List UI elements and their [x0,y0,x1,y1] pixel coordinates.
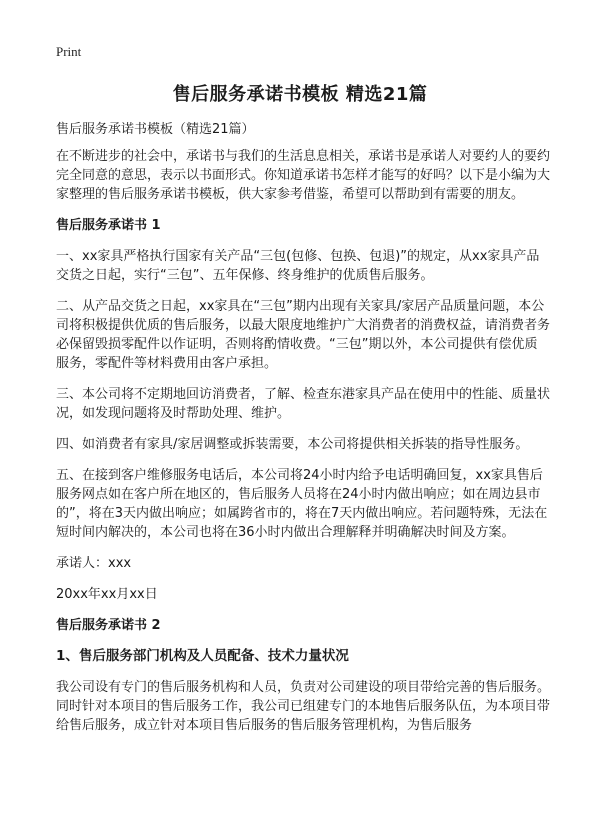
list-item: 四、如消费者有家具/家居调整或拆装需要，本公司将提供相关拆装的指导性服务。 [56,437,529,452]
document-body [56,120,550,747]
list-item: 五、在接到客户维修服务电话后，本公司将24小时内给予电话明确回复，xx家具售后服务网点如在客户所在地区的，售后服务人员将在24小时内做出响应；如在周边县市的”，将在3天内做出响应；如属跨省市的，将在7天内做出响应。若问题特殊，无法在短时间内解决的，本公司也将在36小时内做出合理解释并明确解决时间及方案。 [56,468,548,540]
list-item: 三、本公司将不定期地回访消费者，了解、检查东港家具产品在使用中的性能、质量状况，如发现问题将及时帮助处理、维护。 [56,387,551,421]
document-subtitle: 售后服务承诺书模板（精选21篇） [56,122,255,137]
subsection-heading: 1、售后服务部门机构及人员配备、技术力量状况 [56,648,349,664]
section-heading: 售后服务承诺书 1 [56,218,161,233]
signature-date: 20xx年xx月xx日 [56,587,158,602]
section-heading: 售后服务承诺书 2 [56,618,161,633]
list-item: 二、从产品交货之日起，xx家具在“三包”期内出现有关家具/家居产品质量问题，本公司将积极提供优质的售后服务，以最大限度地维护广大消费者的消费权益，请消费者务必保留毁损零配件以作证明，否则将酌情收费。“三包”期以外，本公司提供有偿优质服务，零配件等材料费用由客户承担。 [56,299,551,371]
list-item: 一、xx家具严格执行国家有关产品“三包(包修、包换、包退)”的规定，从xx家具产品交货之日起，实行“三包”、五年保修、终身维护的优质售后服务。 [56,249,540,283]
page-title: 售后服务承诺书模板 精选21篇 [172,84,428,105]
intro-paragraph: 在不断进步的社会中，承诺书与我们的生活息息相关，承诺书是承诺人对要约人的要约完全同意的意思，表示以书面形式。你知道承诺书怎样才能写的好吗？以下是小编为大家整理的售后服务承诺书模板，供大家参考借鉴，希望可以帮助到有需要的朋友。 [56,149,551,202]
body-paragraph: 我公司设有专门的售后服务机构和人员，负责对公司建设的项目带给完善的售后服务。同时针对本项目的售后服务工作，我公司已组建专门的本地售后服务队伍，为本项目带给售后服务，成立针对本项目售后服务的售后服务管理机构，为售后服务 [56,680,551,733]
signer: 承诺人：xxx [56,556,132,571]
print-label[interactable]: Print [56,44,82,59]
